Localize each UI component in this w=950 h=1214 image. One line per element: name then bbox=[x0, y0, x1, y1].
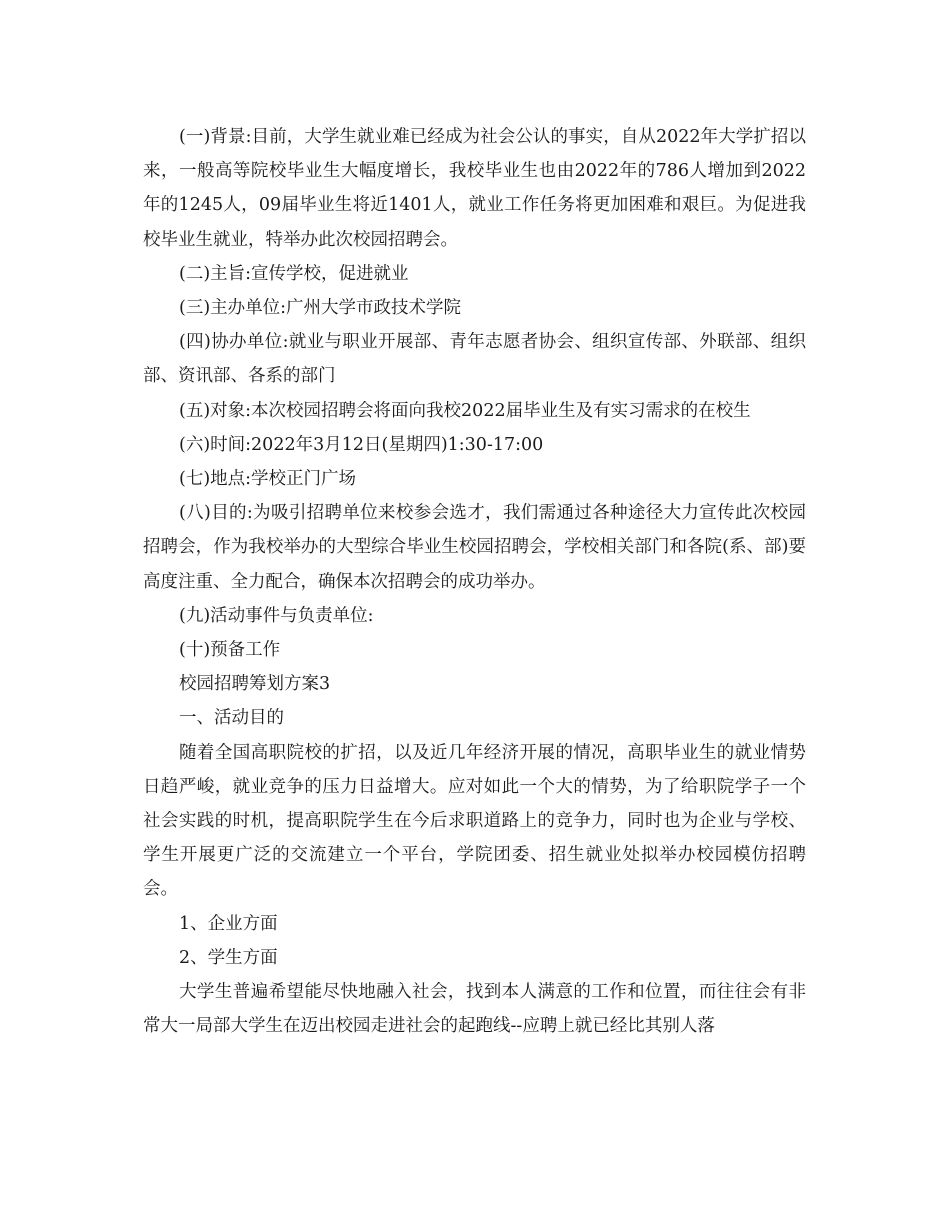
paragraph-purpose: (二)主旨:宣传学校，促进就业 bbox=[179, 263, 409, 284]
document-body bbox=[143, 120, 806, 1043]
paragraph-organizer: (三)主办单位:广州大学市政技术学院 bbox=[179, 298, 462, 319]
paragraph-audience: (五)对象:本次校园招聘会将面向我校2022届毕业生及有实习需求的在校生 bbox=[179, 400, 751, 421]
paragraph-activities: (九)活动事件与负责单位: bbox=[179, 605, 374, 626]
paragraph-time: (六)时间:2022年3月12日(星期四)1:30-17:00 bbox=[179, 434, 544, 455]
paragraph-context: 随着全国高职院校的扩招，以及近几年经济开展的情况，高职毕业生的就业情势日趋严峻，就业竞争的压力日益增大。应对如此一个大的情势，为了给职院学子一个社会实践的时机，提高职院学生在今后求职道路上的竞争力，同时也为企业与学校、学生开展更广泛的交流建立一个平台，学院团委、招生就业处拟举办校园模仿招聘会。 bbox=[143, 742, 806, 900]
list-item-enterprise: 1、企业方面 bbox=[179, 913, 278, 934]
paragraph-goal: (八)目的:为吸引招聘单位来校参会选才，我们需通过各种途径大力宣传此次校园招聘会，作为我校举办的大型综合毕业生校园招聘会，学校相关部门和各院(系、部)要高度注重、全力配合，确保本次招聘会的成功举办。 bbox=[143, 503, 806, 592]
list-item-students: 2、学生方面 bbox=[179, 947, 278, 968]
paragraph-background: (一)背景:目前，大学生就业难已经成为社会公认的事实，自从2022年大学扩招以来，一般高等院校毕业生大幅度增长，我校毕业生也由2022年的786人增加到2022年的1245人，09届毕业生将近1401人，就业工作任务将更加困难和艰巨。为促进我校毕业生就业，特举办此次校园招聘会。 bbox=[143, 127, 806, 250]
paragraph-co-organizers: (四)协办单位:就业与职业开展部、青年志愿者协会、组织宣传部、外联部、组织部、资讯部、各系的部门 bbox=[143, 332, 806, 387]
section-title-plan-3: 校园招聘筹划方案3 bbox=[179, 674, 331, 695]
paragraph-location: (七)地点:学校正门广场 bbox=[179, 469, 357, 490]
heading-activity-goal: 一、活动目的 bbox=[179, 708, 284, 729]
paragraph-preparation: (十)预备工作 bbox=[179, 640, 281, 661]
paragraph-students-detail: 大学生普遍希望能尽快地融入社会，找到本人满意的工作和位置，而往往会有非常大一局部大学生在迈出校园走进社会的起跑线--应聘上就已经比其别人落 bbox=[143, 982, 806, 1037]
